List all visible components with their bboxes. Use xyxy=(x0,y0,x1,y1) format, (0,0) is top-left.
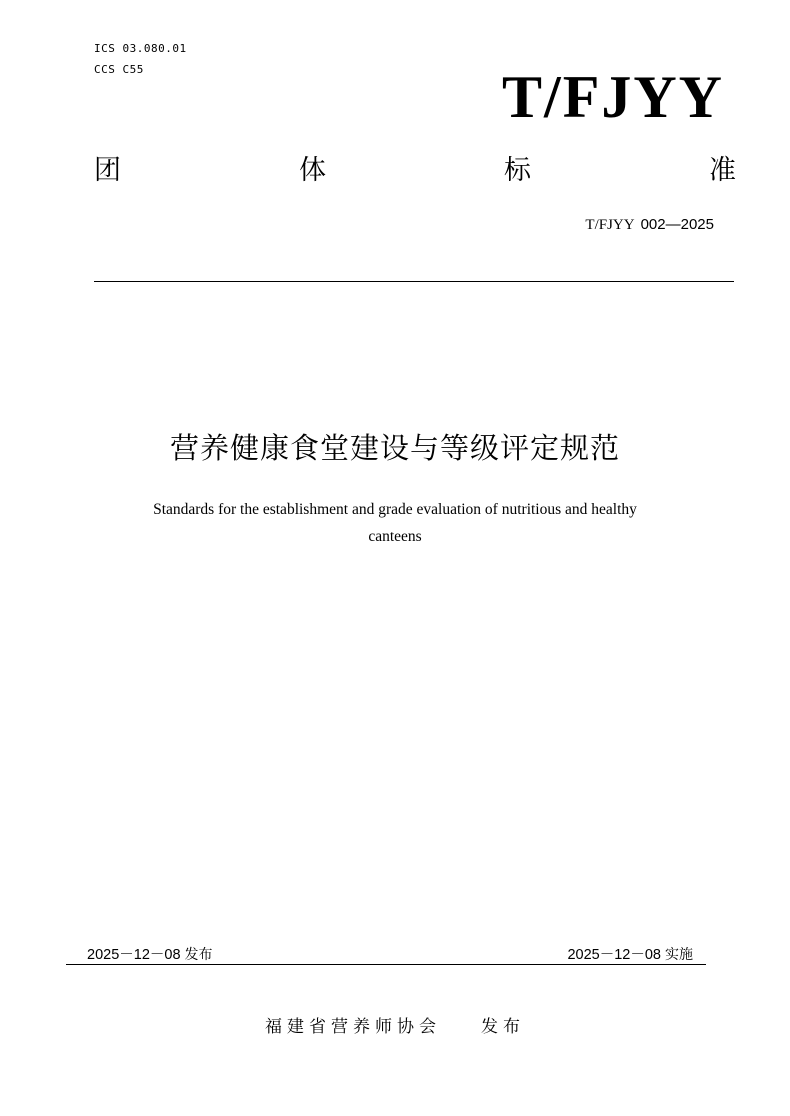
publisher-name: 福建省营养师协会 xyxy=(265,1017,441,1037)
ccs-code: CCS C55 xyxy=(94,63,144,76)
doc-type-char-4: 准 xyxy=(709,155,736,186)
standard-number xyxy=(585,215,714,235)
issue-date-label: 发布 xyxy=(184,947,213,963)
doc-type-char-2: 体 xyxy=(299,155,326,186)
issue-date-value: 2025－12－08 xyxy=(87,947,181,963)
publisher-action: 发布 xyxy=(481,1017,525,1037)
doc-type-char-1: 团 xyxy=(94,155,121,186)
standard-prefix: T/FJYY xyxy=(585,217,635,233)
document-type xyxy=(94,153,736,189)
bottom-divider xyxy=(66,964,706,965)
implementation-date-value: 2025－12－08 xyxy=(567,947,661,963)
standard-serial: 002—2025 xyxy=(640,216,714,233)
title-english xyxy=(95,496,695,550)
implementation-date-label: 实施 xyxy=(665,947,693,963)
doc-type-char-3: 标 xyxy=(504,155,531,186)
title-chinese: 营养健康食堂建设与等级评定规范 xyxy=(169,431,620,465)
implementation-date xyxy=(567,945,693,965)
ics-code: ICS 03.080.01 xyxy=(94,42,187,55)
title-english-line-1: Standards for the establishment and grade evaluation of nutritious and healthy xyxy=(153,501,637,518)
publisher xyxy=(0,1015,790,1039)
title-english-line-2: canteens xyxy=(368,528,422,545)
top-divider xyxy=(94,281,734,282)
organization-code-logo: T/FJYY xyxy=(502,64,724,130)
issue-date xyxy=(87,945,213,965)
